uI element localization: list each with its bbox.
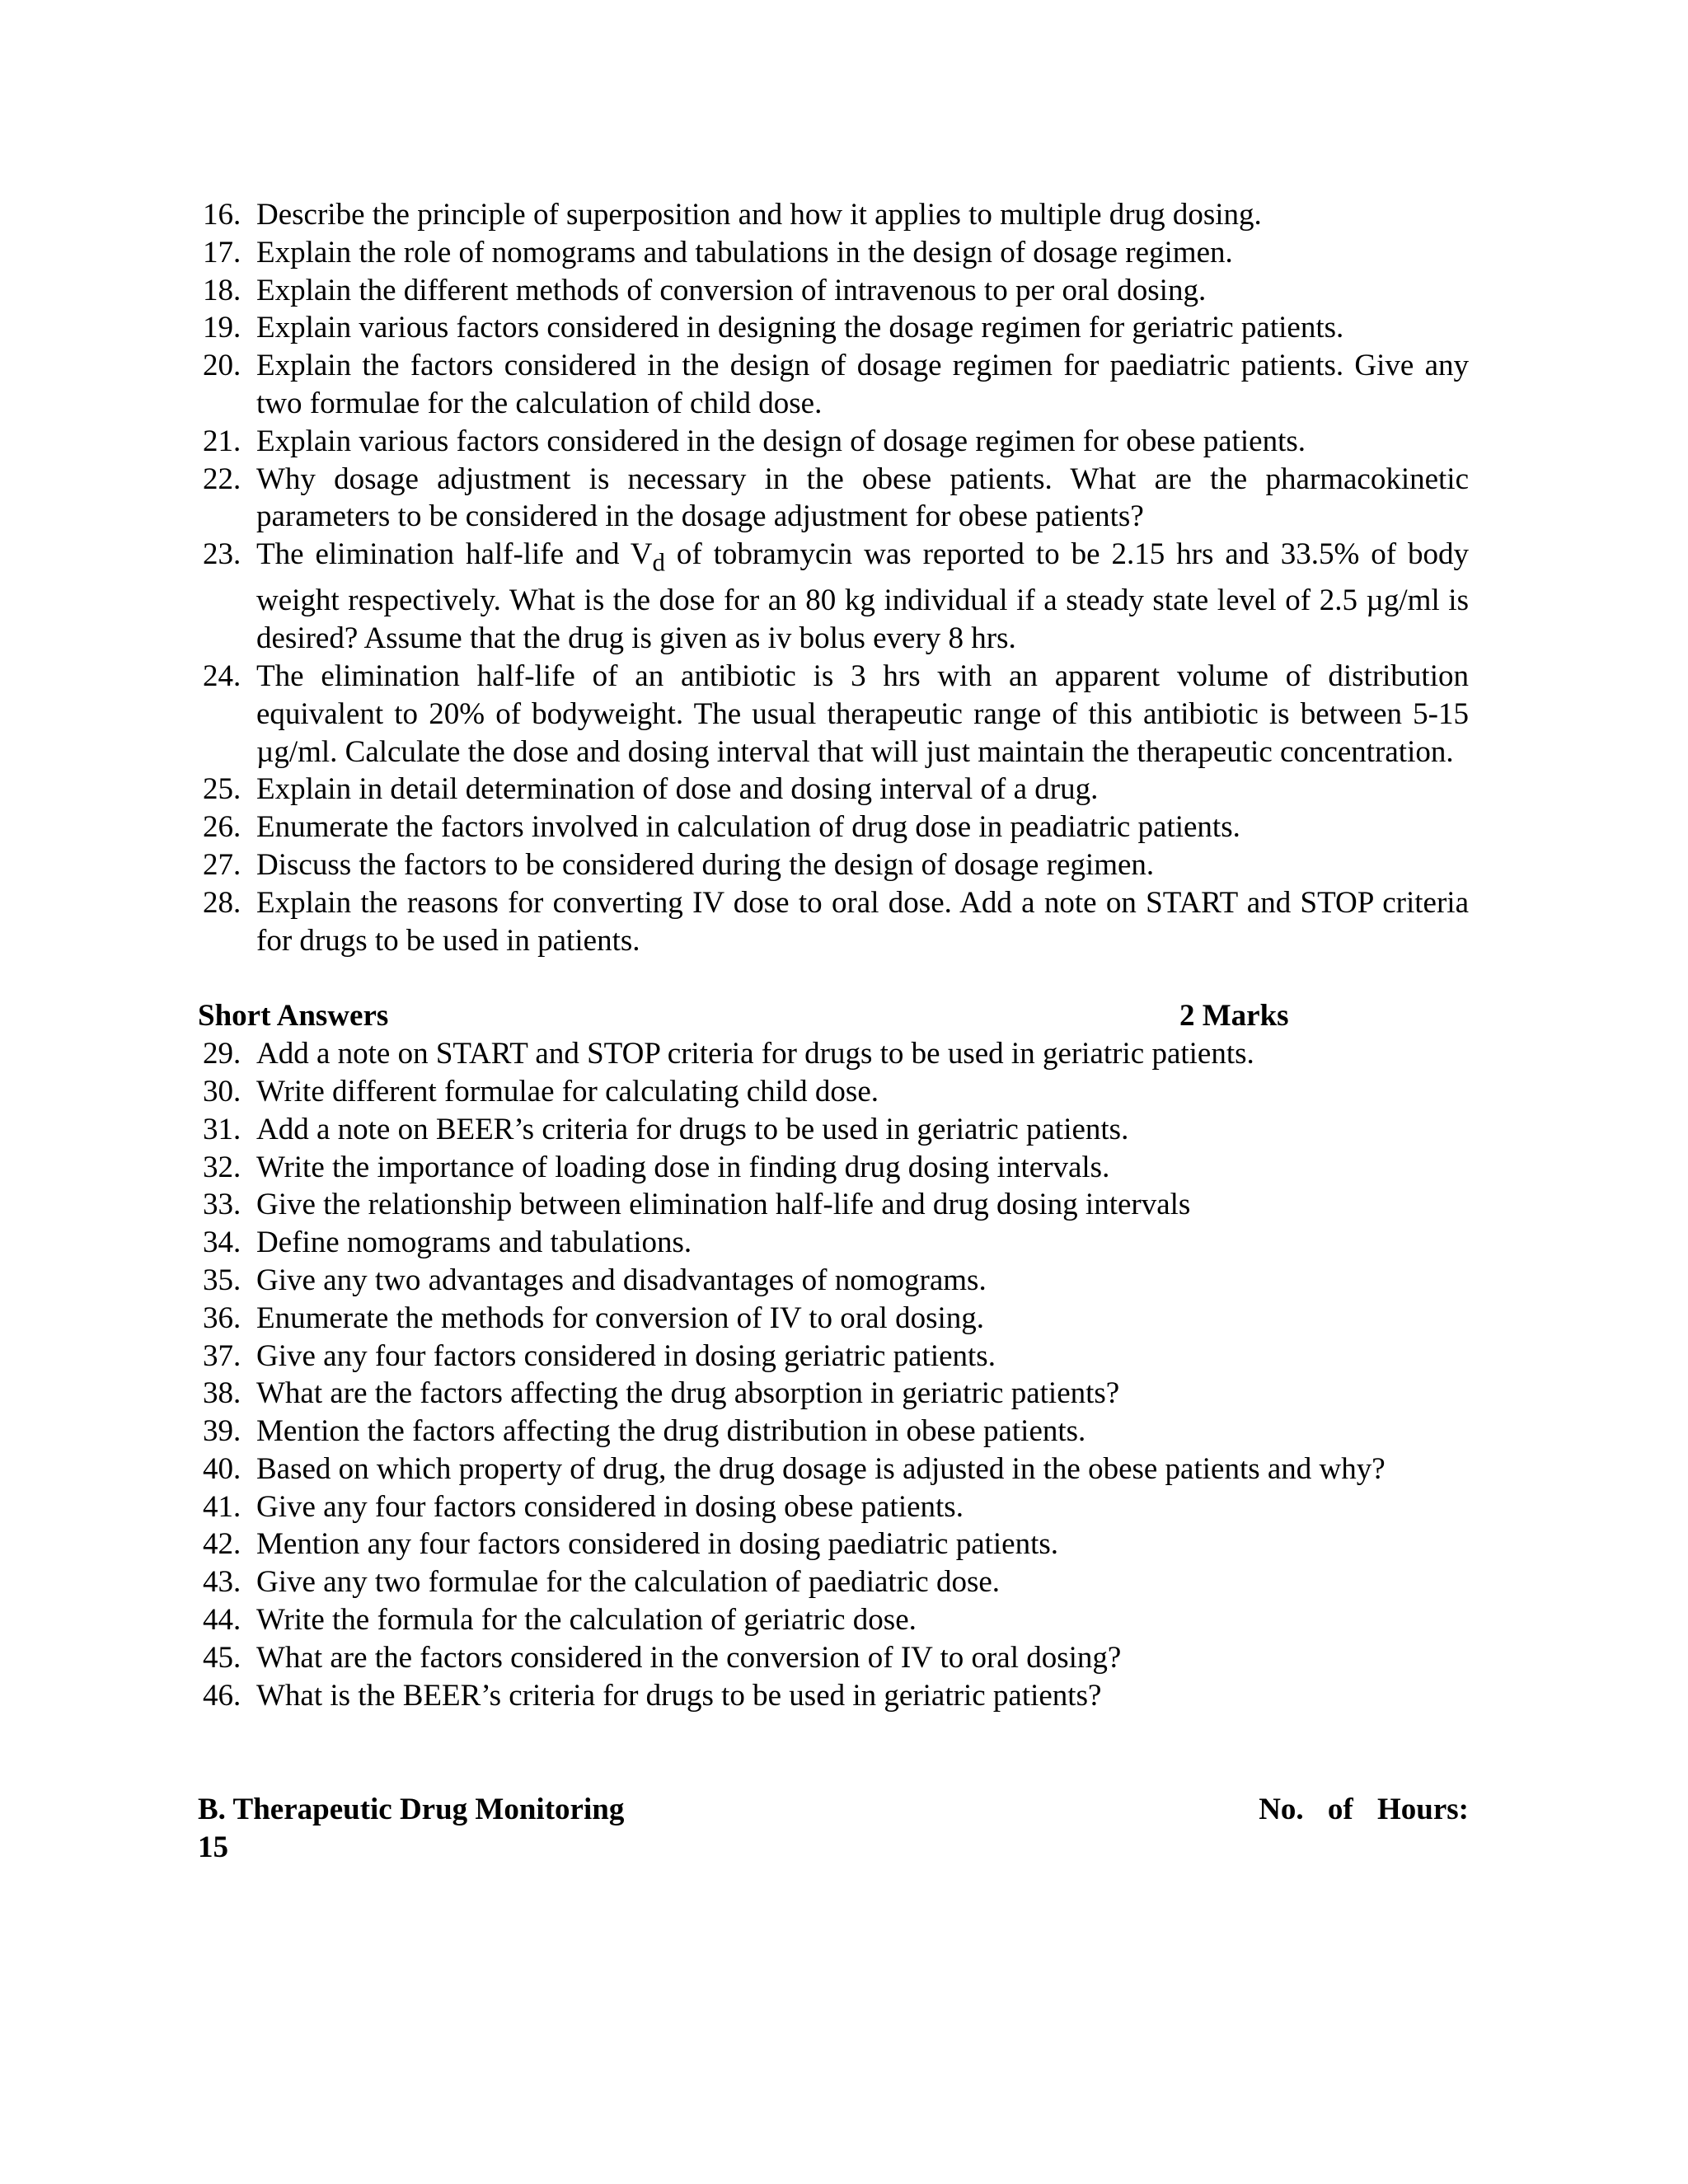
list-item — [198, 846, 1469, 884]
page-content — [198, 196, 1469, 1867]
question-number: 44. — [203, 1603, 241, 1638]
question-text: Discuss the factors to be considered during the design of dosage regimen. — [256, 847, 1155, 882]
list-item — [198, 1300, 1469, 1338]
list-item — [198, 1224, 1469, 1262]
list-item — [198, 196, 1469, 234]
question-text: Add a note on START and STOP criteria for drugs to be used in geriatric patients. — [256, 1037, 1254, 1071]
question-text: Explain various factors considered in the design of dosage regimen for obese patients. — [256, 424, 1306, 458]
question-number: 31. — [203, 1112, 241, 1146]
question-text: Explain various factors considered in designing the dosage regimen for geriatric patients. — [256, 311, 1344, 345]
question-number: 42. — [203, 1527, 241, 1562]
question-text: Write the formula for the calculation of geriatric dose. — [256, 1603, 917, 1638]
question-text: Define nomograms and tabulations. — [256, 1226, 692, 1260]
question-text: Give any two advantages and disadvantages of nomograms. — [256, 1263, 987, 1297]
list-item — [198, 1149, 1469, 1187]
question-number: 23. — [203, 537, 241, 572]
question-text: Explain the different methods of conversion of intravenous to per oral dosing. — [256, 273, 1207, 307]
list-item — [198, 1601, 1469, 1639]
marks-label: 2 Marks — [1179, 999, 1289, 1033]
list-item — [198, 423, 1469, 461]
question-number: 30. — [203, 1074, 241, 1108]
question-text: Explain the reasons for converting IV dose to oral dose. Add a note on START and STOP criteria for drugs to be used in patients. — [256, 885, 1469, 958]
question-number: 32. — [203, 1150, 241, 1184]
question-number: 46. — [203, 1678, 241, 1713]
list-item — [198, 1375, 1469, 1413]
question-text: Explain in detail determination of dose and dosing interval of a drug. — [256, 772, 1099, 807]
question-number: 26. — [203, 810, 241, 845]
question-text: Enumerate the factors involved in calculation of drug dose in peadiatric patients. — [256, 810, 1240, 845]
hours-value: 15 — [198, 1830, 228, 1865]
question-number: 21. — [203, 424, 241, 458]
short-answers-header — [198, 997, 1469, 1035]
question-number: 17. — [203, 235, 241, 269]
section-b-title-row — [198, 1791, 1469, 1829]
question-number: 25. — [203, 772, 241, 807]
question-text: Add a note on BEER’s criteria for drugs to be used in geriatric patients. — [256, 1112, 1129, 1146]
list-item — [198, 234, 1469, 272]
list-item — [198, 1639, 1469, 1677]
list-item — [198, 658, 1469, 771]
list-item — [198, 1073, 1469, 1111]
short-answers-heading: Short Answers — [198, 999, 389, 1033]
question-text-start: The elimination half-life and V — [256, 537, 653, 572]
question-number: 16. — [203, 198, 241, 232]
question-number: 36. — [203, 1301, 241, 1335]
list-item — [198, 1338, 1469, 1376]
question-text: Why dosage adjustment is necessary in the obese patients. What are the pharmacokinetic parameters to be considered in the dosage adjustment for obese patients? — [256, 462, 1469, 534]
question-number: 37. — [203, 1338, 241, 1373]
subscript-d: d — [652, 548, 665, 577]
question-text: Write different formulae for calculating child dose. — [256, 1074, 879, 1108]
question-number: 24. — [203, 658, 241, 693]
list-item — [198, 461, 1469, 537]
section-b-title: B. Therapeutic Drug Monitoring — [198, 1793, 625, 1827]
question-number: 41. — [203, 1489, 241, 1524]
question-number: 19. — [203, 311, 241, 345]
question-number: 43. — [203, 1565, 241, 1600]
question-number: 35. — [203, 1263, 241, 1297]
question-text: What is the BEER’s criteria for drugs to be used in geriatric patients? — [256, 1678, 1102, 1713]
question-text: What are the factors considered in the conversion of IV to oral dosing? — [256, 1640, 1122, 1675]
question-number: 20. — [203, 349, 241, 383]
question-text: Mention any four factors considered in dosing paediatric patients. — [256, 1527, 1059, 1562]
question-number: 18. — [203, 273, 241, 307]
list-item — [198, 1111, 1469, 1149]
question-number: 22. — [203, 462, 241, 496]
question-text: Give any two formulae for the calculation of paediatric dose. — [256, 1565, 1001, 1600]
question-text: Describe the principle of superposition and how it applies to multiple drug dosing. — [256, 198, 1262, 232]
list-item — [198, 1677, 1469, 1715]
question-number: 40. — [203, 1451, 241, 1486]
question-text: Enumerate the methods for conversion of IV to oral dosing. — [256, 1301, 984, 1335]
list-item — [198, 1488, 1469, 1526]
list-item — [198, 1451, 1469, 1488]
list-item — [198, 1262, 1469, 1300]
list-item — [198, 884, 1469, 960]
question-text: Write the importance of loading dose in finding drug dosing intervals. — [256, 1150, 1110, 1184]
question-text: Mention the factors affecting the drug distribution in obese patients. — [256, 1414, 1086, 1449]
list-item — [198, 309, 1469, 347]
question-text: Give any four factors considered in dosing obese patients. — [256, 1489, 964, 1524]
question-text: Give the relationship between elimination half-life and drug dosing intervals — [256, 1188, 1191, 1222]
list-item — [198, 1563, 1469, 1601]
section-b-header — [198, 1791, 1469, 1867]
question-number: 45. — [203, 1640, 241, 1675]
list-item — [198, 347, 1469, 423]
list-item — [198, 808, 1469, 846]
question-number: 38. — [203, 1376, 241, 1411]
question-number: 28. — [203, 885, 241, 920]
question-text: Explain the factors considered in the design of dosage regimen for paediatric patients. Give any two formulae for the calculation of child dose. — [256, 349, 1469, 420]
question-text: What are the factors affecting the drug absorption in geriatric patients? — [256, 1376, 1120, 1411]
long-questions-list — [198, 196, 1469, 959]
question-number: 27. — [203, 847, 241, 882]
list-item — [198, 272, 1469, 310]
question-text-end: of tobramycin was reported to be 2.15 hrs and 33.5% of body weight respectively. What is the dose for an 80 kg individual if a steady state level of 2.5 µg/ml is desired? Assume that the drug is given as iv bolus every 8 hrs. — [256, 537, 1470, 656]
question-text: The elimination half-life of an antibiotic is 3 hrs with an apparent volume of distribution equivalent to 20% of bodyweight. The usual therapeutic range of this antibiotic is between 5-15 µg/ml. Calculate the dose and dosing interval that will just maintain the therapeutic concentration. — [256, 658, 1469, 769]
question-number: 33. — [203, 1188, 241, 1222]
list-item — [198, 771, 1469, 808]
short-answers-list — [198, 1035, 1469, 1714]
list-item — [198, 1413, 1469, 1451]
question-text: Based on which property of drug, the drug dosage is adjusted in the obese patients and why? — [256, 1451, 1386, 1486]
question-number: 34. — [203, 1226, 241, 1260]
list-item — [198, 1035, 1469, 1073]
question-number: 29. — [203, 1037, 241, 1071]
question-text — [256, 537, 1469, 655]
list-item — [198, 1526, 1469, 1563]
list-item — [198, 536, 1469, 658]
question-text: Give any four factors considered in dosing geriatric patients. — [256, 1338, 996, 1373]
hours-label: No. of Hours: — [1259, 1793, 1469, 1827]
question-number: 39. — [203, 1414, 241, 1449]
list-item — [198, 1186, 1469, 1224]
question-text: Explain the role of nomograms and tabulations in the design of dosage regimen. — [256, 235, 1233, 269]
